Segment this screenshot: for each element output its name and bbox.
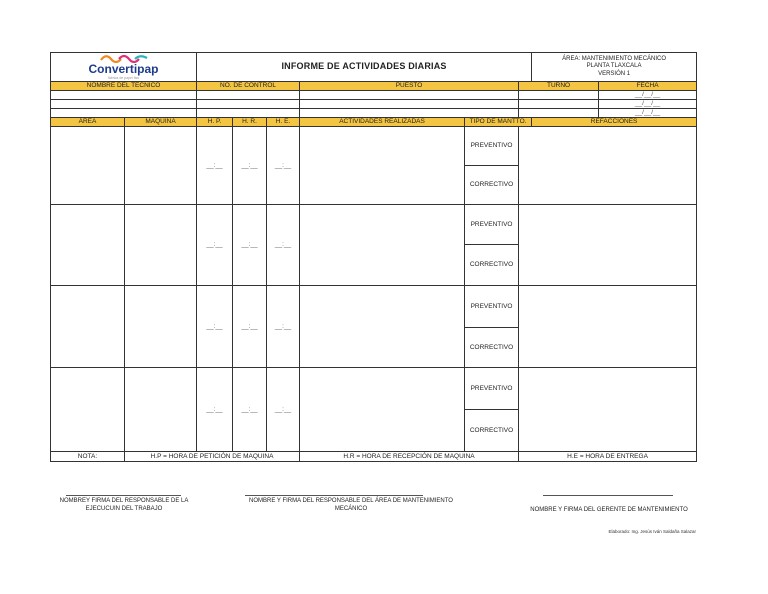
corrective-option[interactable]: CORRECTIVO bbox=[465, 166, 519, 205]
shift-header: TURNO bbox=[519, 82, 599, 91]
hp-column-header: H. P. bbox=[197, 118, 233, 127]
mantto-type-column-header: TIPO DE MANTTO. bbox=[465, 118, 532, 127]
area-cell[interactable] bbox=[51, 127, 125, 205]
parts-cell[interactable] bbox=[519, 205, 697, 286]
technician-header: NOMBRE DEL TECNICO bbox=[51, 82, 197, 91]
date-field[interactable]: __/__/__ bbox=[599, 109, 697, 118]
parts-cell[interactable] bbox=[519, 127, 697, 205]
area-cell[interactable] bbox=[51, 286, 125, 368]
note-label: NOTA: bbox=[51, 452, 125, 462]
machine-cell[interactable] bbox=[125, 205, 197, 286]
preventive-option[interactable]: PREVENTIVO bbox=[465, 368, 519, 410]
corrective-option[interactable]: CORRECTIVO bbox=[465, 245, 519, 286]
date-field[interactable]: __/__/__ bbox=[599, 100, 697, 109]
area-label: ÁREA: MANTENIMIENTO MECÁNICO bbox=[562, 55, 667, 62]
technician-field[interactable] bbox=[51, 91, 197, 100]
preventive-option[interactable]: PREVENTIVO bbox=[465, 205, 519, 245]
position-header: PUESTO bbox=[300, 82, 519, 91]
date-field[interactable]: __/__/__ bbox=[599, 91, 697, 100]
prepared-by: Elaborado: Ing. Jesús Iván Saldaña Salazar bbox=[608, 529, 696, 534]
technician-field[interactable] bbox=[51, 109, 197, 118]
logo-tagline: fábrica de papel tisú bbox=[107, 75, 140, 80]
machine-column-header: MAQUINA bbox=[125, 118, 197, 127]
hp-cell[interactable]: __:__ bbox=[197, 127, 233, 205]
hr-cell[interactable]: __:__ bbox=[233, 127, 267, 205]
parts-column-header: REFACCIONES bbox=[532, 118, 697, 127]
technician-field[interactable] bbox=[51, 100, 197, 109]
he-cell[interactable]: __:__ bbox=[267, 205, 300, 286]
signature-line-responsible[interactable] bbox=[66, 495, 181, 496]
form-title: INFORME DE ACTIVIDADES DIARIAS bbox=[197, 53, 532, 82]
shift-field[interactable] bbox=[519, 100, 599, 109]
logo bbox=[51, 53, 197, 82]
parts-cell[interactable] bbox=[519, 286, 697, 368]
activities-cell[interactable] bbox=[300, 286, 465, 368]
hr-cell[interactable]: __:__ bbox=[233, 286, 267, 368]
signature-line-area[interactable] bbox=[245, 495, 423, 496]
hp-cell[interactable]: __:__ bbox=[197, 286, 233, 368]
area-cell[interactable] bbox=[51, 205, 125, 286]
version-label: VERSIÓN 1 bbox=[598, 70, 631, 77]
shift-field[interactable] bbox=[519, 91, 599, 100]
corrective-option[interactable]: CORRECTIVO bbox=[465, 328, 519, 368]
control-no-field[interactable] bbox=[197, 91, 300, 100]
parts-cell[interactable] bbox=[519, 368, 697, 452]
activities-cell[interactable] bbox=[300, 368, 465, 452]
he-cell[interactable]: __:__ bbox=[267, 127, 300, 205]
plant-label: PLANTA TLAXCALA bbox=[586, 63, 642, 70]
note-hp: H.P = HORA DE PETICIÓN DE MAQUINA bbox=[125, 452, 300, 462]
note-he: H.E = HORA DE ENTREGA bbox=[519, 452, 697, 462]
position-field[interactable] bbox=[300, 109, 519, 118]
activity-report-form bbox=[50, 52, 697, 462]
date-header: FECHA bbox=[599, 82, 697, 91]
area-column-header: ÁREA bbox=[51, 118, 125, 127]
control-no-field[interactable] bbox=[197, 100, 300, 109]
position-field[interactable] bbox=[300, 91, 519, 100]
control-no-field[interactable] bbox=[197, 109, 300, 118]
preventive-option[interactable]: PREVENTIVO bbox=[465, 286, 519, 328]
area-cell[interactable] bbox=[51, 368, 125, 452]
header-info bbox=[532, 53, 697, 82]
signature-line-manager[interactable] bbox=[543, 495, 673, 496]
machine-cell[interactable] bbox=[125, 286, 197, 368]
signature-label-manager: NOMBRE Y FIRMA DEL GERENTE DE MANTENIMIENTO bbox=[530, 507, 688, 513]
machine-cell[interactable] bbox=[125, 368, 197, 452]
control-no-header: NO. DE CONTROL bbox=[197, 82, 300, 91]
he-cell[interactable]: __:__ bbox=[267, 368, 300, 452]
hp-cell[interactable]: __:__ bbox=[197, 205, 233, 286]
signature-label-area: NOMBRE Y FIRMA DEL RESPONSABLE DEL ÁREA DE MANTENIMIENTO MECÁNICO bbox=[249, 498, 453, 512]
preventive-option[interactable]: PREVENTIVO bbox=[465, 127, 519, 166]
hp-cell[interactable]: __:__ bbox=[197, 368, 233, 452]
he-column-header: H. E. bbox=[267, 118, 300, 127]
shift-field[interactable] bbox=[519, 109, 599, 118]
position-field[interactable] bbox=[300, 100, 519, 109]
logo-name: Convertipap bbox=[88, 62, 159, 77]
corrective-option[interactable]: CORRECTIVO bbox=[465, 410, 519, 452]
machine-cell[interactable] bbox=[125, 127, 197, 205]
hr-cell[interactable]: __:__ bbox=[233, 368, 267, 452]
activities-column-header: ACTIVIDADES REALIZADAS bbox=[300, 118, 465, 127]
he-cell[interactable]: __:__ bbox=[267, 286, 300, 368]
activities-cell[interactable] bbox=[300, 127, 465, 205]
hr-cell[interactable]: __:__ bbox=[233, 205, 267, 286]
activities-cell[interactable] bbox=[300, 205, 465, 286]
note-hr: H.R = HORA DE RECEPCIÓN DE MAQUINA bbox=[300, 452, 519, 462]
signature-label-responsible: NOMBREY FIRMA DEL RESPONSABLE DE LA EJECUCUIN DEL TRABAJO bbox=[59, 498, 189, 512]
hr-column-header: H. R. bbox=[233, 118, 267, 127]
